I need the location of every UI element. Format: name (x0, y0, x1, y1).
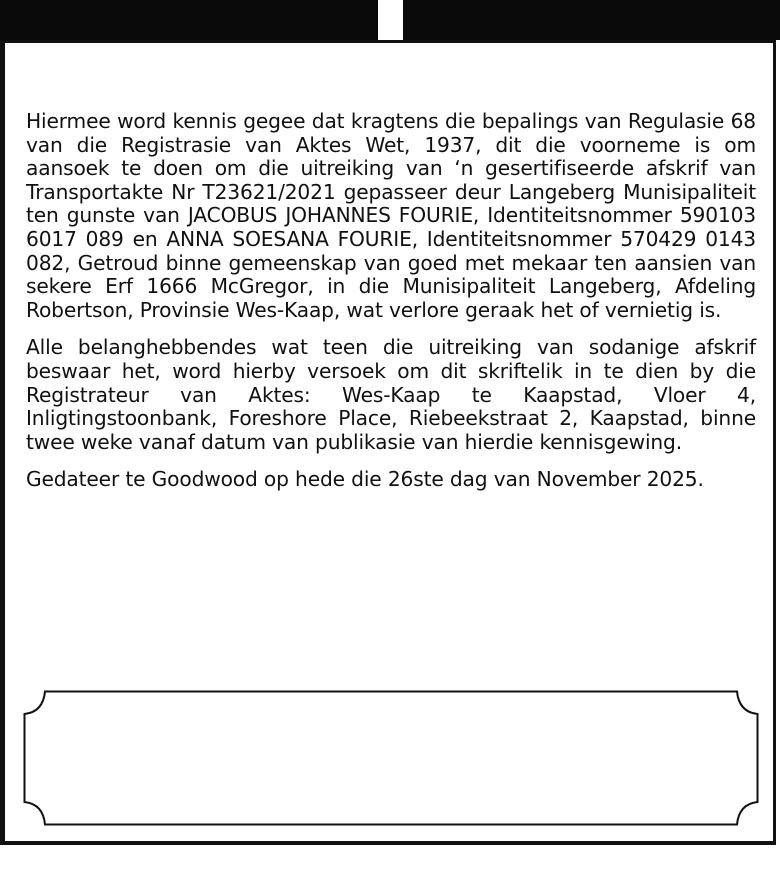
notice-body (26, 110, 756, 506)
top-bar-left (0, 0, 378, 40)
notice-paragraph-3: Gedateer te Goodwood op hede die 26ste dag van November 2025. (26, 467, 704, 492)
top-bar-right (403, 0, 780, 40)
signature-box (23, 690, 759, 826)
notice-paragraph-2: Alle belanghebbendes wat teen die uitreiking van sodanige afskrif beswaar het, word hierby versoek om dit skriftelik in te dien by die Registrateur van Aktes: Wes-Kaap te Kaapstad, Vloer 4, Inligtingstoonbank, Foreshore Place, Riebeekstraat 2, Kaapstad, binne twee weke vanaf datum van publikasie van hierdie kennisgewing. (26, 335, 756, 454)
notice-paragraph-1: Hiermee word kennis gegee dat kragtens die bepalings van Regulasie 68 van die Registrasie van Aktes Wet, 1937, dit die voorneme is om aansoek te doen om die uitreiking van ‘n gesertifiseerde afskrif van Transportakte Nr T23621/2021 gepasseer deur Langeberg Munisipaliteit ten gunste van JACOBUS JOHANNES FOURIE, Identiteitsnommer 590103 6017 089 en ANNA SOESANA FOURIE, Identiteitsnommer 570429 0143 082, Getroud binne gemeenskap van goed met mekaar ten aansien van sekere Erf 1666 McGregor, in die Munisipaliteit Langeberg, Afdeling Robertson, Provinsie Wes-Kaap, wat verlore geraak het of vernietig is. (26, 109, 756, 322)
